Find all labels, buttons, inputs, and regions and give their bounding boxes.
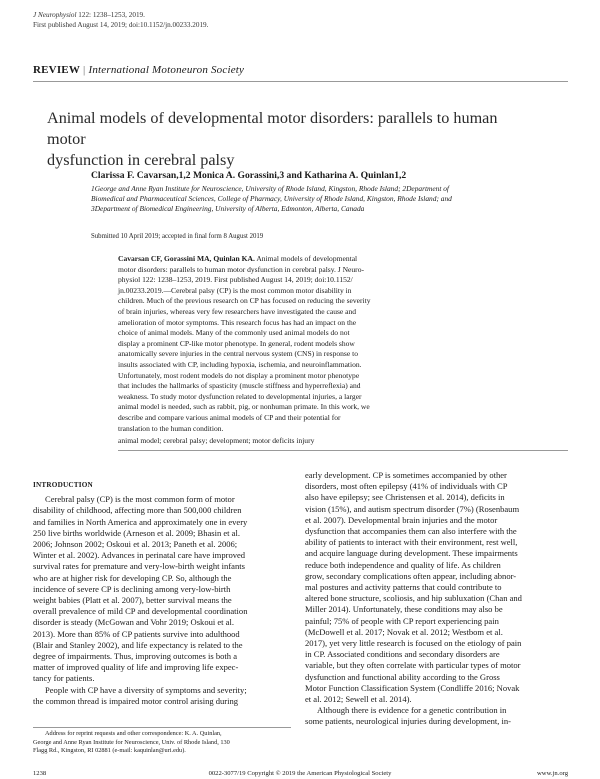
journal-site-link[interactable]: www.jn.org (537, 770, 568, 777)
page-number: 1238 (33, 770, 47, 777)
keywords-rule (118, 450, 568, 451)
title-line: dysfunction in cerebral palsy (47, 151, 235, 169)
affiliations (91, 184, 571, 215)
intro-left-body (33, 494, 291, 707)
title-line: Animal models of developmental motor disorders: parallels to human motor (47, 109, 498, 148)
text-line: disability of childhood, affecting more than 500,000 children (33, 505, 242, 516)
text-line: (McDowell et al. 2017; Novak et al. 2012; Westbom et al. (305, 626, 503, 637)
journal-citation: 122: 1238–1253, 2019. (78, 11, 145, 19)
text-line: Motor Function Classification System (Condliffe 2016; Novak (305, 682, 520, 693)
abstract-line: Animal models of developmental (256, 254, 358, 263)
text-line: display a prominent CP-like motor phenotype. In general, rodent models show (118, 338, 355, 348)
text-line: Miller 2014). Unfortunately, these conditions may also be (305, 604, 503, 615)
text-line: weakness. To study motor dysfunction related to developmental injuries, a larger (118, 391, 362, 401)
text-line: 2017), yet very little research is focused on the etiology of pain (305, 638, 522, 649)
text-line: degree of impairments. Thus, improving outcomes is both a (33, 651, 237, 662)
abstract-body (118, 265, 568, 435)
text-line: matter of improved quality of life and improving life expec- (33, 662, 239, 673)
text-line: choice of animal models. Many of the commonly used animal models do not (118, 328, 350, 338)
text-line: that includes the hallmarks of spasticity (muscle stiffness and hyperreflexia) and (118, 381, 361, 391)
text-line: Cerebral palsy (CP) is the most common form of motor (45, 494, 235, 505)
text-line: weight babies (Platt et al. 2007), better survival means the (33, 595, 232, 606)
intro-right-body (305, 470, 567, 728)
text-line: vision (15%), and autism spectrum disorder (7%) (Rosenbaum (305, 503, 520, 514)
copyright-line: 0022-3077/19 Copyright © 2019 the American Physiological Society (208, 770, 392, 777)
text-line: grow, secondary complications often appear, including abnor- (305, 570, 517, 581)
abstract (118, 254, 568, 434)
text-line: et al. 2012; Sewell et al. 2014). (305, 694, 412, 705)
section-heading (33, 64, 244, 76)
section-divider: | (83, 64, 86, 76)
text-line: disorders, most often epilepsy (41% of individuals with CP (305, 481, 508, 492)
intro-heading: INTRODUCTION (33, 481, 93, 489)
correspondence-line: Address for reprint requests and other correspondence: K. A. Quinlan, (45, 730, 222, 737)
correspondence-note (33, 730, 291, 756)
text-line: amelioration of motor symptoms. This research focus has had an impact on the (118, 317, 357, 327)
text-line: People with CP have a diversity of symptoms and severity; (45, 684, 247, 695)
text-line: Although there is evidence for a genetic contribution in (317, 705, 507, 716)
text-line: reduce both independence and quality of life. As children (305, 559, 501, 570)
text-line: in CP. Associated conditions and secondary disorders are (305, 649, 500, 660)
text-line: ability of patients to interact with their environment, rest well, (305, 537, 518, 548)
keywords: animal model; cerebral palsy; development; motor deficits injury (118, 436, 315, 445)
text-line: physiol 122: 1238–1253, 2019. First published August 14, 2019; doi:10.1152/ (118, 275, 353, 285)
text-line: the common thread is impaired motor control arising during (33, 695, 239, 706)
text-line: overall prevalence of mild CP and developmental coordination (33, 606, 248, 617)
text-line: animal model is needed, such as rabbit, pig, or nonhuman primate. In this work, we (118, 402, 370, 412)
affiliation-line: 1George and Anne Ryan Institute for Neuroscience, University of Rhode Island, Kingston, Rhode Island; 2Department of (91, 184, 449, 193)
text-line: translation to the human condition. (118, 423, 224, 433)
text-line: who are at higher risk for developing CP. So, although the (33, 572, 232, 583)
text-line: 250 live births worldwide (Arneson et al. 2009; Bhasin et al. (33, 527, 240, 538)
text-line: and families in North America and approximately one in every (33, 516, 248, 527)
text-line: children. Much of the previous research on CP has focused on reducing the severity (118, 296, 371, 306)
text-line: painful; 75% of people with CP report experiencing pain (305, 615, 499, 626)
text-line: disorder is steady (McGowan and Vohr 2019; Oskoui et al. (33, 617, 234, 628)
text-line: also have epilepsy; see Christensen et al. 2014), deficits in (305, 492, 505, 503)
article-type: REVIEW (33, 64, 81, 76)
text-line: and acquire language during development. These impairments (305, 548, 518, 559)
text-line: insults associated with CP, including hypoxia, ischemia, and neuroinflammation. (118, 359, 362, 369)
text-line: dysfunction and functional ability according to the Gross (305, 671, 500, 682)
left-column (33, 480, 291, 707)
text-line: of brain injuries, whereas very few researchers have investigated the cause and (118, 306, 357, 316)
section-rule (33, 81, 568, 82)
affiliation-line: Biomedical and Pharmaceutical Sciences, College of Pharmacy, University of Rhode Island, Kingston, Rhode Island; and (91, 194, 452, 204)
text-line: variable, but they often correlate with particular types of motor (305, 660, 521, 671)
text-line: 2013). More than 85% of CP patients survive into adulthood (33, 628, 240, 639)
submission-dates: Submitted 10 April 2019; accepted in final form 8 August 2019 (91, 233, 264, 240)
text-line: Unfortunately, most rodent models do not display a prominent motor phenotype (118, 370, 360, 380)
text-line: dysfunction that accompanies them can also interfere with the (305, 526, 517, 537)
abstract-cite-names: Cavarsan CF, Gorassini MA, Quinlan KA. (118, 254, 255, 263)
publication-info: First published August 14, 2019; doi:10.1152/jn.00233.2019. (33, 20, 209, 29)
text-line: jn.00233.2019.—Cerebral palsy (CP) is the most common motor disability in (118, 285, 352, 295)
text-line: et al. 2007). Developmental brain injuries and the motor (305, 514, 498, 525)
article-title (47, 108, 517, 171)
text-line: some patients, neurological injuries during development, in- (305, 716, 512, 727)
text-line: motor disorders: parallels to human motor dysfunction in cerebral palsy. J Neuro- (118, 264, 364, 274)
journal-header (33, 11, 208, 30)
correspondence-line: George and Anne Ryan Institute for Neuroscience, Univ. of Rhode Island, 130 (33, 738, 230, 746)
text-line: mal postures and activity patterns that could contribute to (305, 582, 502, 593)
correspondence-line: Flagg Rd., Kingston, RI 02881 (e-mail: kaquinlan@uri.edu). (33, 747, 186, 755)
text-line: altered bone structure, scoliosis, and hip subluxation (Chan and (305, 593, 522, 604)
correspondence-rule (33, 727, 291, 728)
text-line: describe and compare various animal models of CP and their potential for (118, 412, 341, 422)
text-line: anatomically severe injuries in the central nervous system (CNS) in response to (118, 349, 358, 359)
section-name: International Motoneuron Society (88, 64, 245, 76)
text-line: survival rates for premature and very-low-birth weight infants (33, 561, 245, 572)
author-list: Clarissa F. Cavarsan,1,2 Monica A. Gorassini,3 and Katharina A. Quinlan1,2 (91, 170, 407, 181)
affiliation-line: 3Department of Biomedical Engineering, University of Alberta, Edmonton, Alberta, Canada (91, 204, 365, 214)
text-line: Winter et al. 2002). Advances in perinatal care have improved (33, 550, 246, 561)
text-line: early development. CP is sometimes accompanied by other (305, 470, 507, 480)
text-line: incidence of severe CP is declining among very-low-birth (33, 583, 231, 594)
text-line: tancy for patients. (33, 673, 95, 684)
text-line: 2006; Johnson 2002; Oskoui et al. 2013; Paneth et al. 2006; (33, 539, 238, 550)
right-column (305, 470, 567, 728)
text-line: (Blair and Stanley 2002), and life expectancy is related to the (33, 639, 243, 650)
journal-name: J Neurophysiol (33, 11, 77, 19)
